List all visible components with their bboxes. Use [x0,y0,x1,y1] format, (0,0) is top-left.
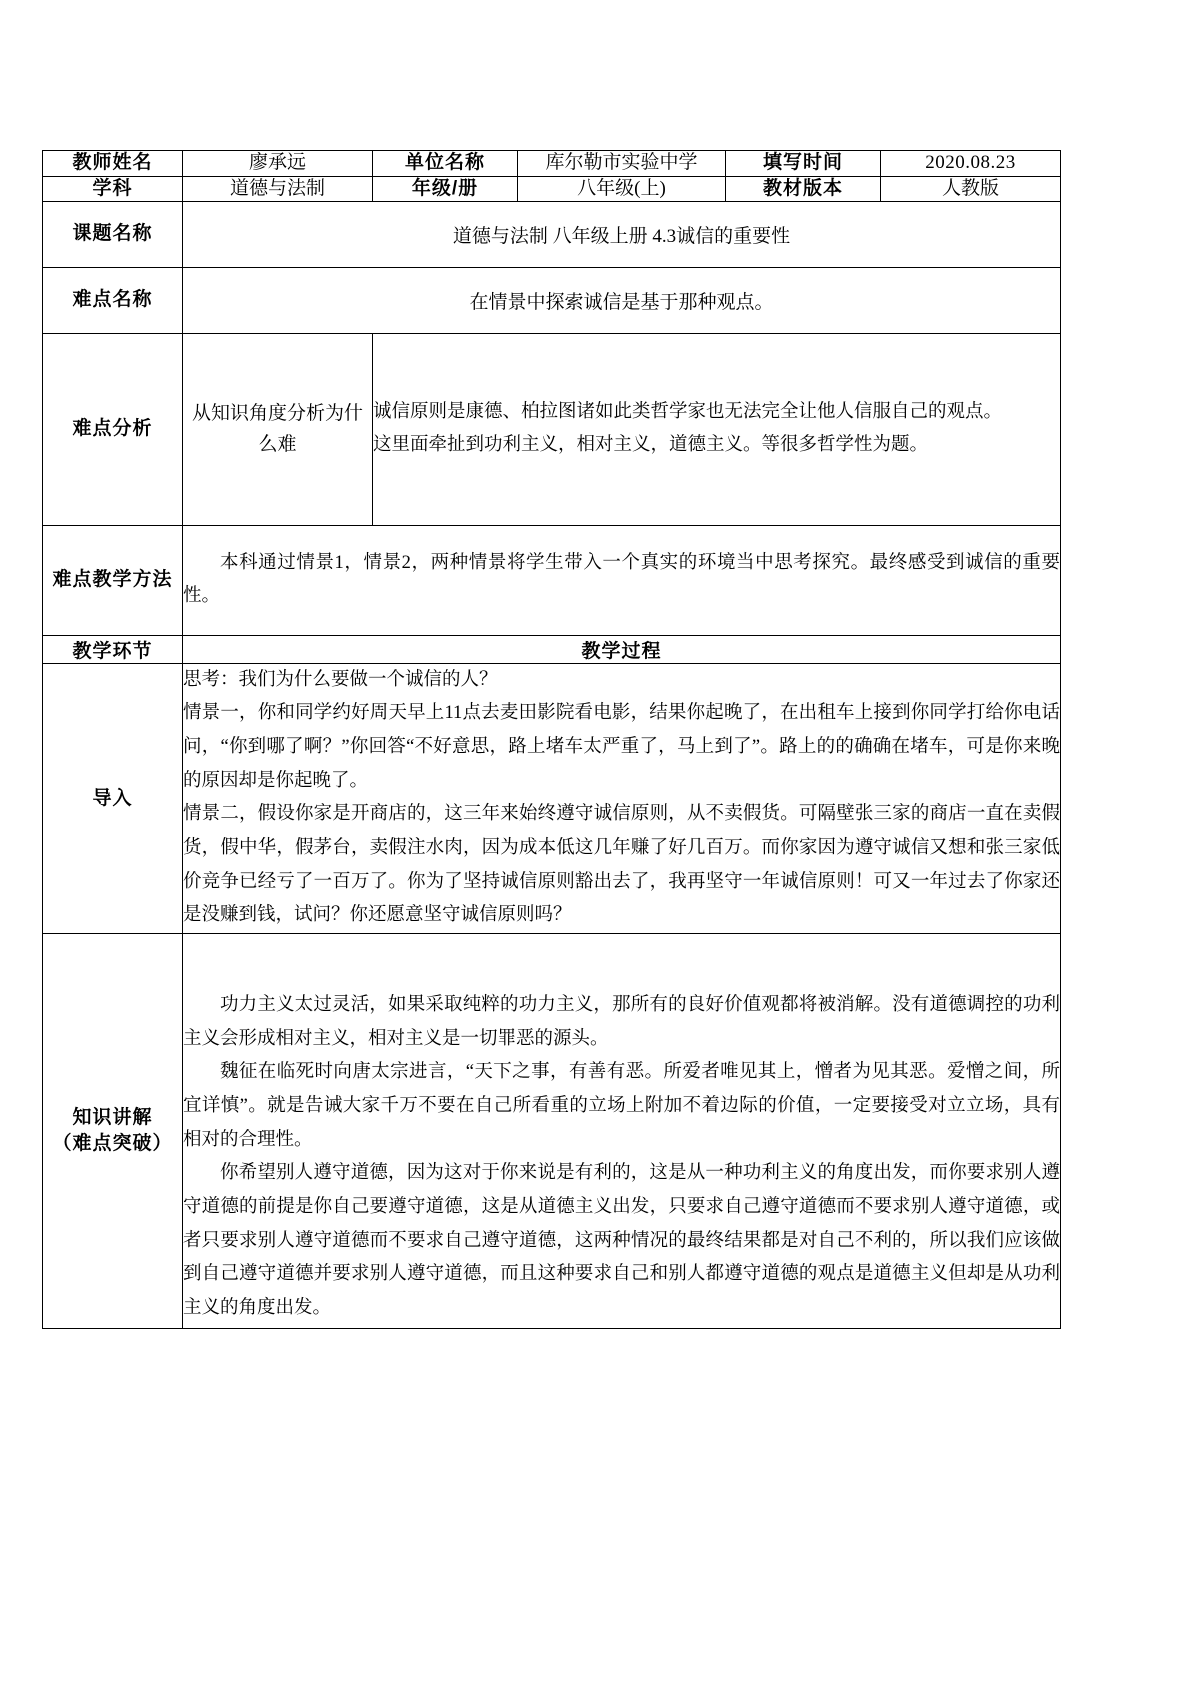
topic-value: 道德与法制 八年级上册 4.3诚信的重要性 [183,202,1061,268]
knowledge-paragraph-1: 功力主义太过灵活，如果采取纯粹的功力主义，那所有的良好价值观都将被消解。没有道德调控的功利主义会形成相对主义，相对主义是一切罪恶的源头。 [183,995,1060,1049]
table-row-difficulty-name [43,268,1061,334]
knowledge-label-line1: 知识讲解 [72,1107,153,1129]
difficulty-name-value: 在情景中探索诚信是基于那种观点。 [183,268,1061,334]
teaching-method-paragraph: 本科通过情景1，情景2，两种情景将学生带入一个真实的环境当中思考探究。最终感受到诚信的重要性。 [183,552,1060,607]
knowledge-paragraph-2: 魏征在临死时向唐太宗进言，“天下之事，有善有恶。所爱者唯见其上，憎者为见其恶。爱憎之间，所宜详慎”。就是告诫大家千万不要在自己所看重的立场上附加不着边际的价值，一定要接受对立立场，具有相对的合理性。 [183,1062,1060,1150]
teaching-method-label: 难点教学方法 [43,525,183,635]
difficulty-analysis-text [373,333,1061,525]
knowledge-paragraph-3: 你希望别人遵守道德，因为这对于你来说是有利的，这是从一种功利主义的角度出发，而你要求别人遵守道德的前提是你自己要遵守道德，这是从道德主义出发，只要求自己遵守道德而不要求别人遵守道德，或者只要求别人遵守道德而不要求自己遵守道德，这两种情况的最终结果都是对自己不利的，所以我们应该做到自己遵守道德并要求别人遵守道德，而且这种要求自己和别人都遵守道德的观点是道德主义但却是从功利主义的角度出发。 [183,1163,1060,1318]
textbook-version-label: 教材版本 [726,176,881,202]
intro-label: 导入 [43,663,183,933]
grade-value: 八年级(上) [518,176,726,202]
knowledge-label-line2: （难点突破） [52,1133,173,1154]
knowledge-explanation-label [43,934,183,1329]
intro-question: 思考：我们为什么要做一个诚信的人？ [183,669,498,690]
table-row-teaching-method [43,525,1061,635]
table-row-teacher [43,151,1061,177]
table-row-process-header [43,635,1061,663]
intro-text [183,663,1061,933]
table-row-topic [43,202,1061,268]
topic-label: 课题名称 [43,202,183,268]
teaching-stage-label: 教学环节 [43,635,183,663]
intro-scene-one: 情景一，你和同学约好周天早上11点去麦田影院看电影，结果你起晚了，在出租车上接到你同学打给你电话问，“你到哪了啊？”你回答“不好意思，路上堵车太严重了，马上到了”。路上的的确确在堵车，可是你来晚的原因却是你起晚了。 [183,703,1060,791]
lesson-plan-table [42,150,1061,1329]
difficulty-analysis-line1: 诚信原则是康德、柏拉图诸如此类哲学家也无法完全让他人信服自己的观点。 [373,401,1003,422]
subject-value: 道德与法制 [183,176,373,202]
table-row-subject [43,176,1061,202]
intro-scene-two: 情景二，假设你家是开商店的，这三年来始终遵守诚信原则，从不卖假货。可隔壁张三家的商店一直在卖假货，假中华，假茅台，卖假注水肉，因为成本低这几年赚了好几百万。而你家因为遵守诚信又想和张三家低价竞争已经亏了一百万了。你为了坚持诚信原则豁出去了，我再坚守一年诚信原则！可又一年过去了你家还是没赚到钱，试问？你还愿意坚守诚信原则吗？ [183,804,1060,926]
difficulty-name-label: 难点名称 [43,268,183,334]
grade-label: 年级/册 [373,176,518,202]
knowledge-text [183,934,1061,1329]
unit-name-value: 库尔勒市实验中学 [518,151,726,177]
fill-date-value: 2020.08.23 [881,151,1061,177]
teaching-process-label: 教学过程 [183,635,1061,663]
difficulty-analysis-line2: 这里面牵扯到功利主义，相对主义，道德主义。等很多哲学性为题。 [373,435,929,456]
difficulty-analysis-sublabel: 从知识角度分析为什么难 [183,333,373,525]
table-row-knowledge [43,934,1061,1329]
teacher-name-label: 教师姓名 [43,151,183,177]
table-row-difficulty-analysis [43,333,1061,525]
fill-date-label: 填写时间 [726,151,881,177]
difficulty-analysis-label: 难点分析 [43,333,183,525]
unit-name-label: 单位名称 [373,151,518,177]
table-row-intro [43,663,1061,933]
subject-label: 学科 [43,176,183,202]
teacher-name-value: 廖承远 [183,151,373,177]
teaching-method-text [183,525,1061,635]
textbook-version-value: 人教版 [881,176,1061,202]
